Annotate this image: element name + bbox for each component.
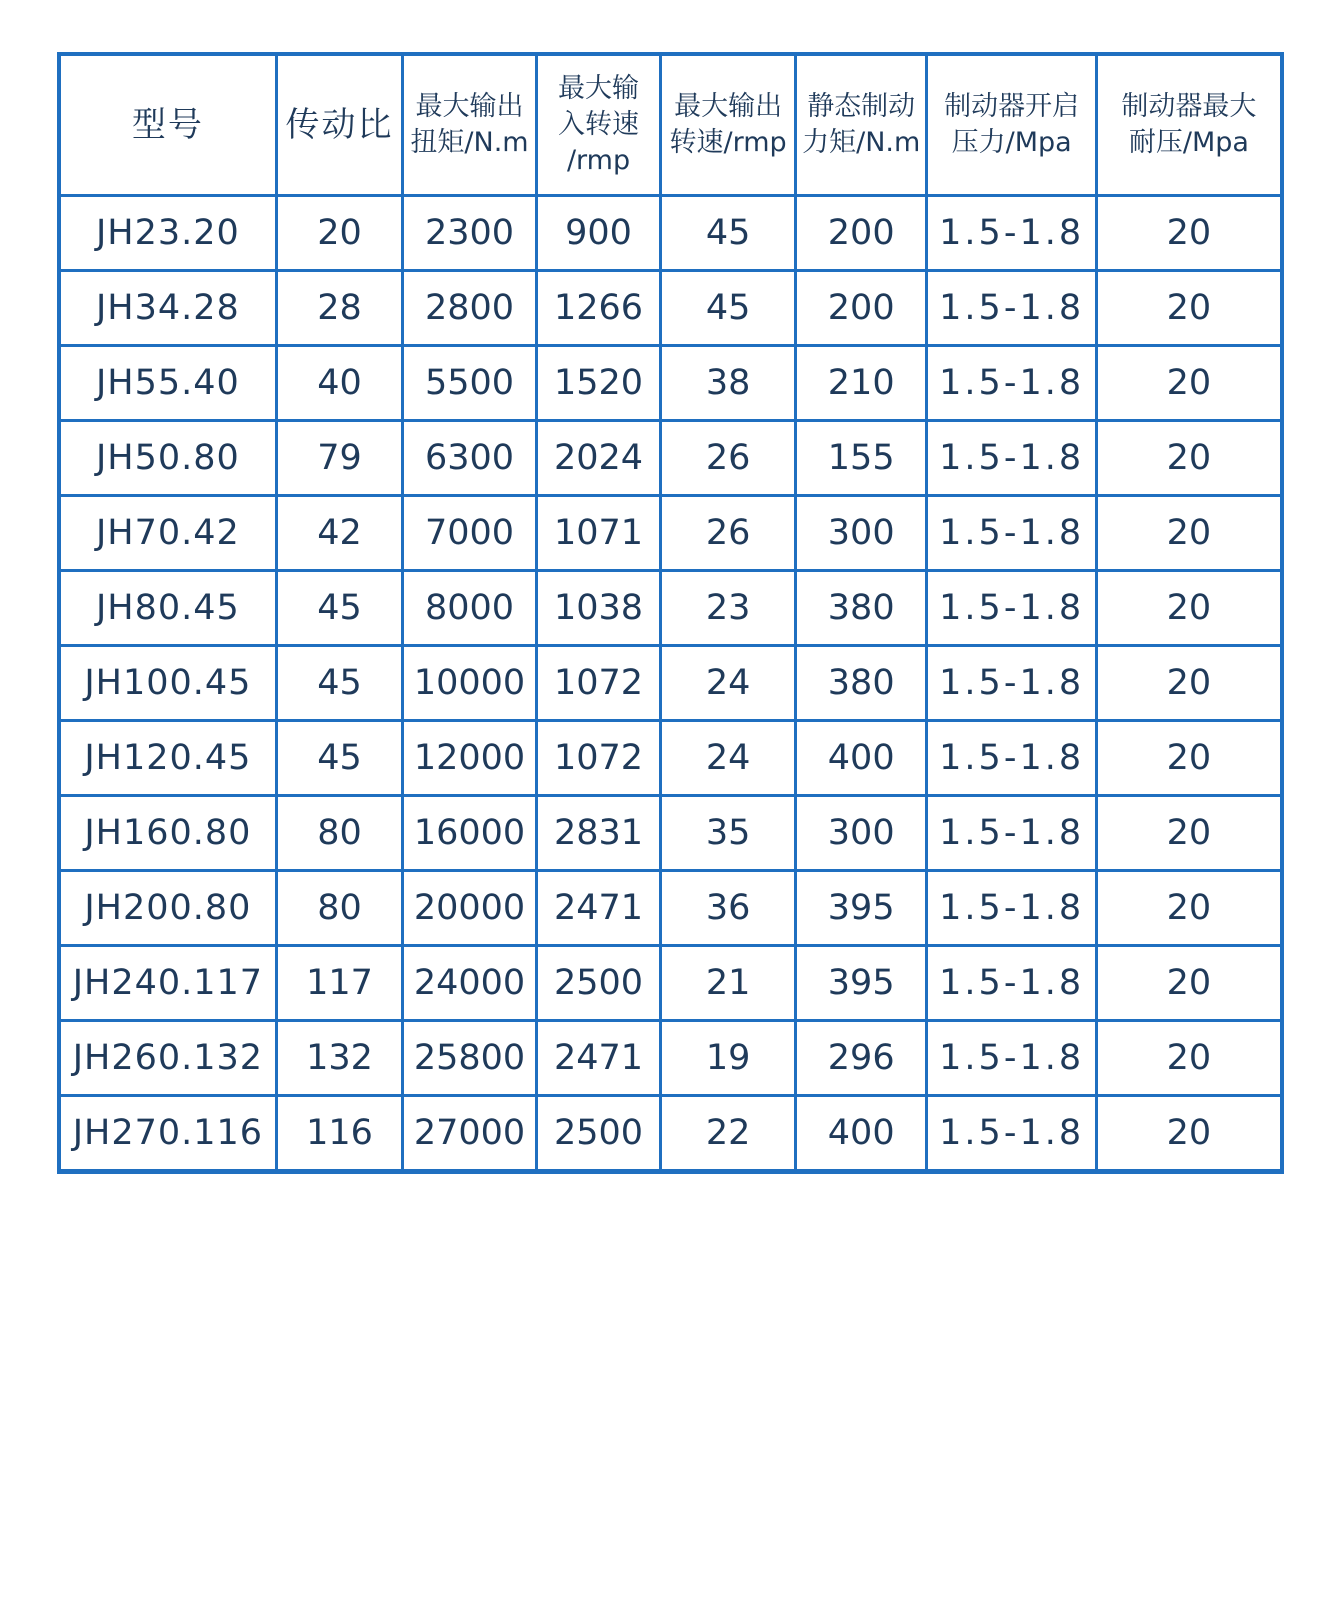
header-max-output-torque: 最大输出 扭矩/N.m — [403, 54, 537, 196]
cell-max-input-speed: 900 — [536, 196, 660, 271]
cell-max-output-torque: 16000 — [403, 796, 537, 871]
cell-max-input-speed: 1266 — [536, 271, 660, 346]
spec-table — [57, 52, 1284, 1174]
cell-model: JH260.132 — [59, 1021, 276, 1096]
table-row — [59, 721, 1282, 796]
cell-brake-max-pressure: 20 — [1096, 946, 1282, 1021]
cell-max-input-speed: 2471 — [536, 871, 660, 946]
cell-ratio: 42 — [276, 496, 402, 571]
cell-brake-max-pressure: 20 — [1096, 646, 1282, 721]
cell-brake-max-pressure: 20 — [1096, 871, 1282, 946]
cell-max-output-speed: 38 — [661, 346, 796, 421]
cell-max-output-torque: 6300 — [403, 421, 537, 496]
cell-static-brake-torque: 395 — [795, 946, 927, 1021]
cell-brake-max-pressure: 20 — [1096, 196, 1282, 271]
cell-max-output-speed: 23 — [661, 571, 796, 646]
cell-static-brake-torque: 300 — [795, 496, 927, 571]
cell-brake-release-pressure: 1.5-1.8 — [927, 1096, 1096, 1172]
cell-brake-release-pressure: 1.5-1.8 — [927, 721, 1096, 796]
cell-model: JH34.28 — [59, 271, 276, 346]
cell-brake-max-pressure: 20 — [1096, 721, 1282, 796]
cell-static-brake-torque: 200 — [795, 196, 927, 271]
cell-max-input-speed: 2471 — [536, 1021, 660, 1096]
cell-static-brake-torque: 380 — [795, 571, 927, 646]
cell-brake-max-pressure: 20 — [1096, 1021, 1282, 1096]
cell-ratio: 80 — [276, 796, 402, 871]
cell-max-input-speed: 1071 — [536, 496, 660, 571]
header-max-output-speed: 最大输出 转速/rmp — [661, 54, 796, 196]
cell-ratio: 28 — [276, 271, 402, 346]
cell-static-brake-torque: 155 — [795, 421, 927, 496]
table-row — [59, 871, 1282, 946]
table-row — [59, 271, 1282, 346]
table-row — [59, 196, 1282, 271]
cell-static-brake-torque: 380 — [795, 646, 927, 721]
cell-max-output-torque: 8000 — [403, 571, 537, 646]
cell-ratio: 116 — [276, 1096, 402, 1172]
cell-max-input-speed: 2500 — [536, 946, 660, 1021]
cell-brake-max-pressure: 20 — [1096, 796, 1282, 871]
cell-brake-release-pressure: 1.5-1.8 — [927, 571, 1096, 646]
cell-brake-release-pressure: 1.5-1.8 — [927, 1021, 1096, 1096]
cell-brake-release-pressure: 1.5-1.8 — [927, 871, 1096, 946]
cell-model: JH23.20 — [59, 196, 276, 271]
cell-max-input-speed: 1072 — [536, 721, 660, 796]
cell-max-output-speed: 36 — [661, 871, 796, 946]
cell-brake-release-pressure: 1.5-1.8 — [927, 196, 1096, 271]
header-max-input-speed: 最大输 入转速 /rmp — [536, 54, 660, 196]
cell-brake-release-pressure: 1.5-1.8 — [927, 946, 1096, 1021]
cell-brake-max-pressure: 20 — [1096, 346, 1282, 421]
cell-static-brake-torque: 400 — [795, 721, 927, 796]
table-row — [59, 646, 1282, 721]
cell-max-input-speed: 1520 — [536, 346, 660, 421]
cell-max-output-speed: 26 — [661, 496, 796, 571]
cell-max-output-torque: 25800 — [403, 1021, 537, 1096]
table-row — [59, 1021, 1282, 1096]
cell-ratio: 79 — [276, 421, 402, 496]
table-row — [59, 946, 1282, 1021]
table-row — [59, 571, 1282, 646]
header-static-brake-torque: 静态制动 力矩/N.m — [795, 54, 927, 196]
header-model: 型号 — [59, 54, 276, 196]
cell-max-input-speed: 1038 — [536, 571, 660, 646]
cell-max-input-speed: 1072 — [536, 646, 660, 721]
cell-model: JH240.117 — [59, 946, 276, 1021]
cell-static-brake-torque: 400 — [795, 1096, 927, 1172]
table-row — [59, 1096, 1282, 1172]
cell-max-output-speed: 24 — [661, 721, 796, 796]
cell-max-output-torque: 27000 — [403, 1096, 537, 1172]
cell-ratio: 45 — [276, 721, 402, 796]
cell-max-input-speed: 2831 — [536, 796, 660, 871]
cell-brake-max-pressure: 20 — [1096, 421, 1282, 496]
cell-max-output-speed: 35 — [661, 796, 796, 871]
header-brake-max-pressure: 制动器最大 耐压/Mpa — [1096, 54, 1282, 196]
cell-static-brake-torque: 210 — [795, 346, 927, 421]
cell-max-input-speed: 2024 — [536, 421, 660, 496]
cell-model: JH70.42 — [59, 496, 276, 571]
cell-max-output-torque: 12000 — [403, 721, 537, 796]
cell-model: JH200.80 — [59, 871, 276, 946]
cell-brake-release-pressure: 1.5-1.8 — [927, 421, 1096, 496]
cell-max-output-speed: 24 — [661, 646, 796, 721]
header-ratio: 传动比 — [276, 54, 402, 196]
cell-max-output-torque: 20000 — [403, 871, 537, 946]
cell-max-output-speed: 26 — [661, 421, 796, 496]
cell-max-output-speed: 45 — [661, 196, 796, 271]
cell-max-output-speed: 45 — [661, 271, 796, 346]
cell-ratio: 132 — [276, 1021, 402, 1096]
cell-max-input-speed: 2500 — [536, 1096, 660, 1172]
cell-max-output-torque: 5500 — [403, 346, 537, 421]
table-row — [59, 496, 1282, 571]
cell-max-output-torque: 2300 — [403, 196, 537, 271]
cell-ratio: 45 — [276, 571, 402, 646]
cell-brake-release-pressure: 1.5-1.8 — [927, 271, 1096, 346]
cell-model: JH270.116 — [59, 1096, 276, 1172]
table-row — [59, 346, 1282, 421]
cell-static-brake-torque: 296 — [795, 1021, 927, 1096]
cell-ratio: 117 — [276, 946, 402, 1021]
cell-brake-max-pressure: 20 — [1096, 1096, 1282, 1172]
table-row — [59, 421, 1282, 496]
cell-brake-max-pressure: 20 — [1096, 496, 1282, 571]
cell-static-brake-torque: 395 — [795, 871, 927, 946]
cell-max-output-speed: 21 — [661, 946, 796, 1021]
cell-ratio: 45 — [276, 646, 402, 721]
table-row — [59, 796, 1282, 871]
cell-brake-release-pressure: 1.5-1.8 — [927, 646, 1096, 721]
cell-max-output-speed: 19 — [661, 1021, 796, 1096]
header-row — [59, 54, 1282, 196]
cell-max-output-torque: 2800 — [403, 271, 537, 346]
cell-max-output-torque: 10000 — [403, 646, 537, 721]
cell-model: JH80.45 — [59, 571, 276, 646]
cell-brake-max-pressure: 20 — [1096, 271, 1282, 346]
cell-static-brake-torque: 300 — [795, 796, 927, 871]
cell-max-output-torque: 7000 — [403, 496, 537, 571]
cell-ratio: 20 — [276, 196, 402, 271]
cell-brake-release-pressure: 1.5-1.8 — [927, 496, 1096, 571]
table-body — [59, 196, 1282, 1172]
cell-model: JH160.80 — [59, 796, 276, 871]
cell-static-brake-torque: 200 — [795, 271, 927, 346]
cell-max-output-torque: 24000 — [403, 946, 537, 1021]
cell-model: JH120.45 — [59, 721, 276, 796]
cell-brake-max-pressure: 20 — [1096, 571, 1282, 646]
header-brake-release-pressure: 制动器开启 压力/Mpa — [927, 54, 1096, 196]
cell-max-output-speed: 22 — [661, 1096, 796, 1172]
cell-ratio: 40 — [276, 346, 402, 421]
cell-model: JH100.45 — [59, 646, 276, 721]
cell-ratio: 80 — [276, 871, 402, 946]
cell-model: JH55.40 — [59, 346, 276, 421]
cell-brake-release-pressure: 1.5-1.8 — [927, 346, 1096, 421]
cell-model: JH50.80 — [59, 421, 276, 496]
cell-brake-release-pressure: 1.5-1.8 — [927, 796, 1096, 871]
